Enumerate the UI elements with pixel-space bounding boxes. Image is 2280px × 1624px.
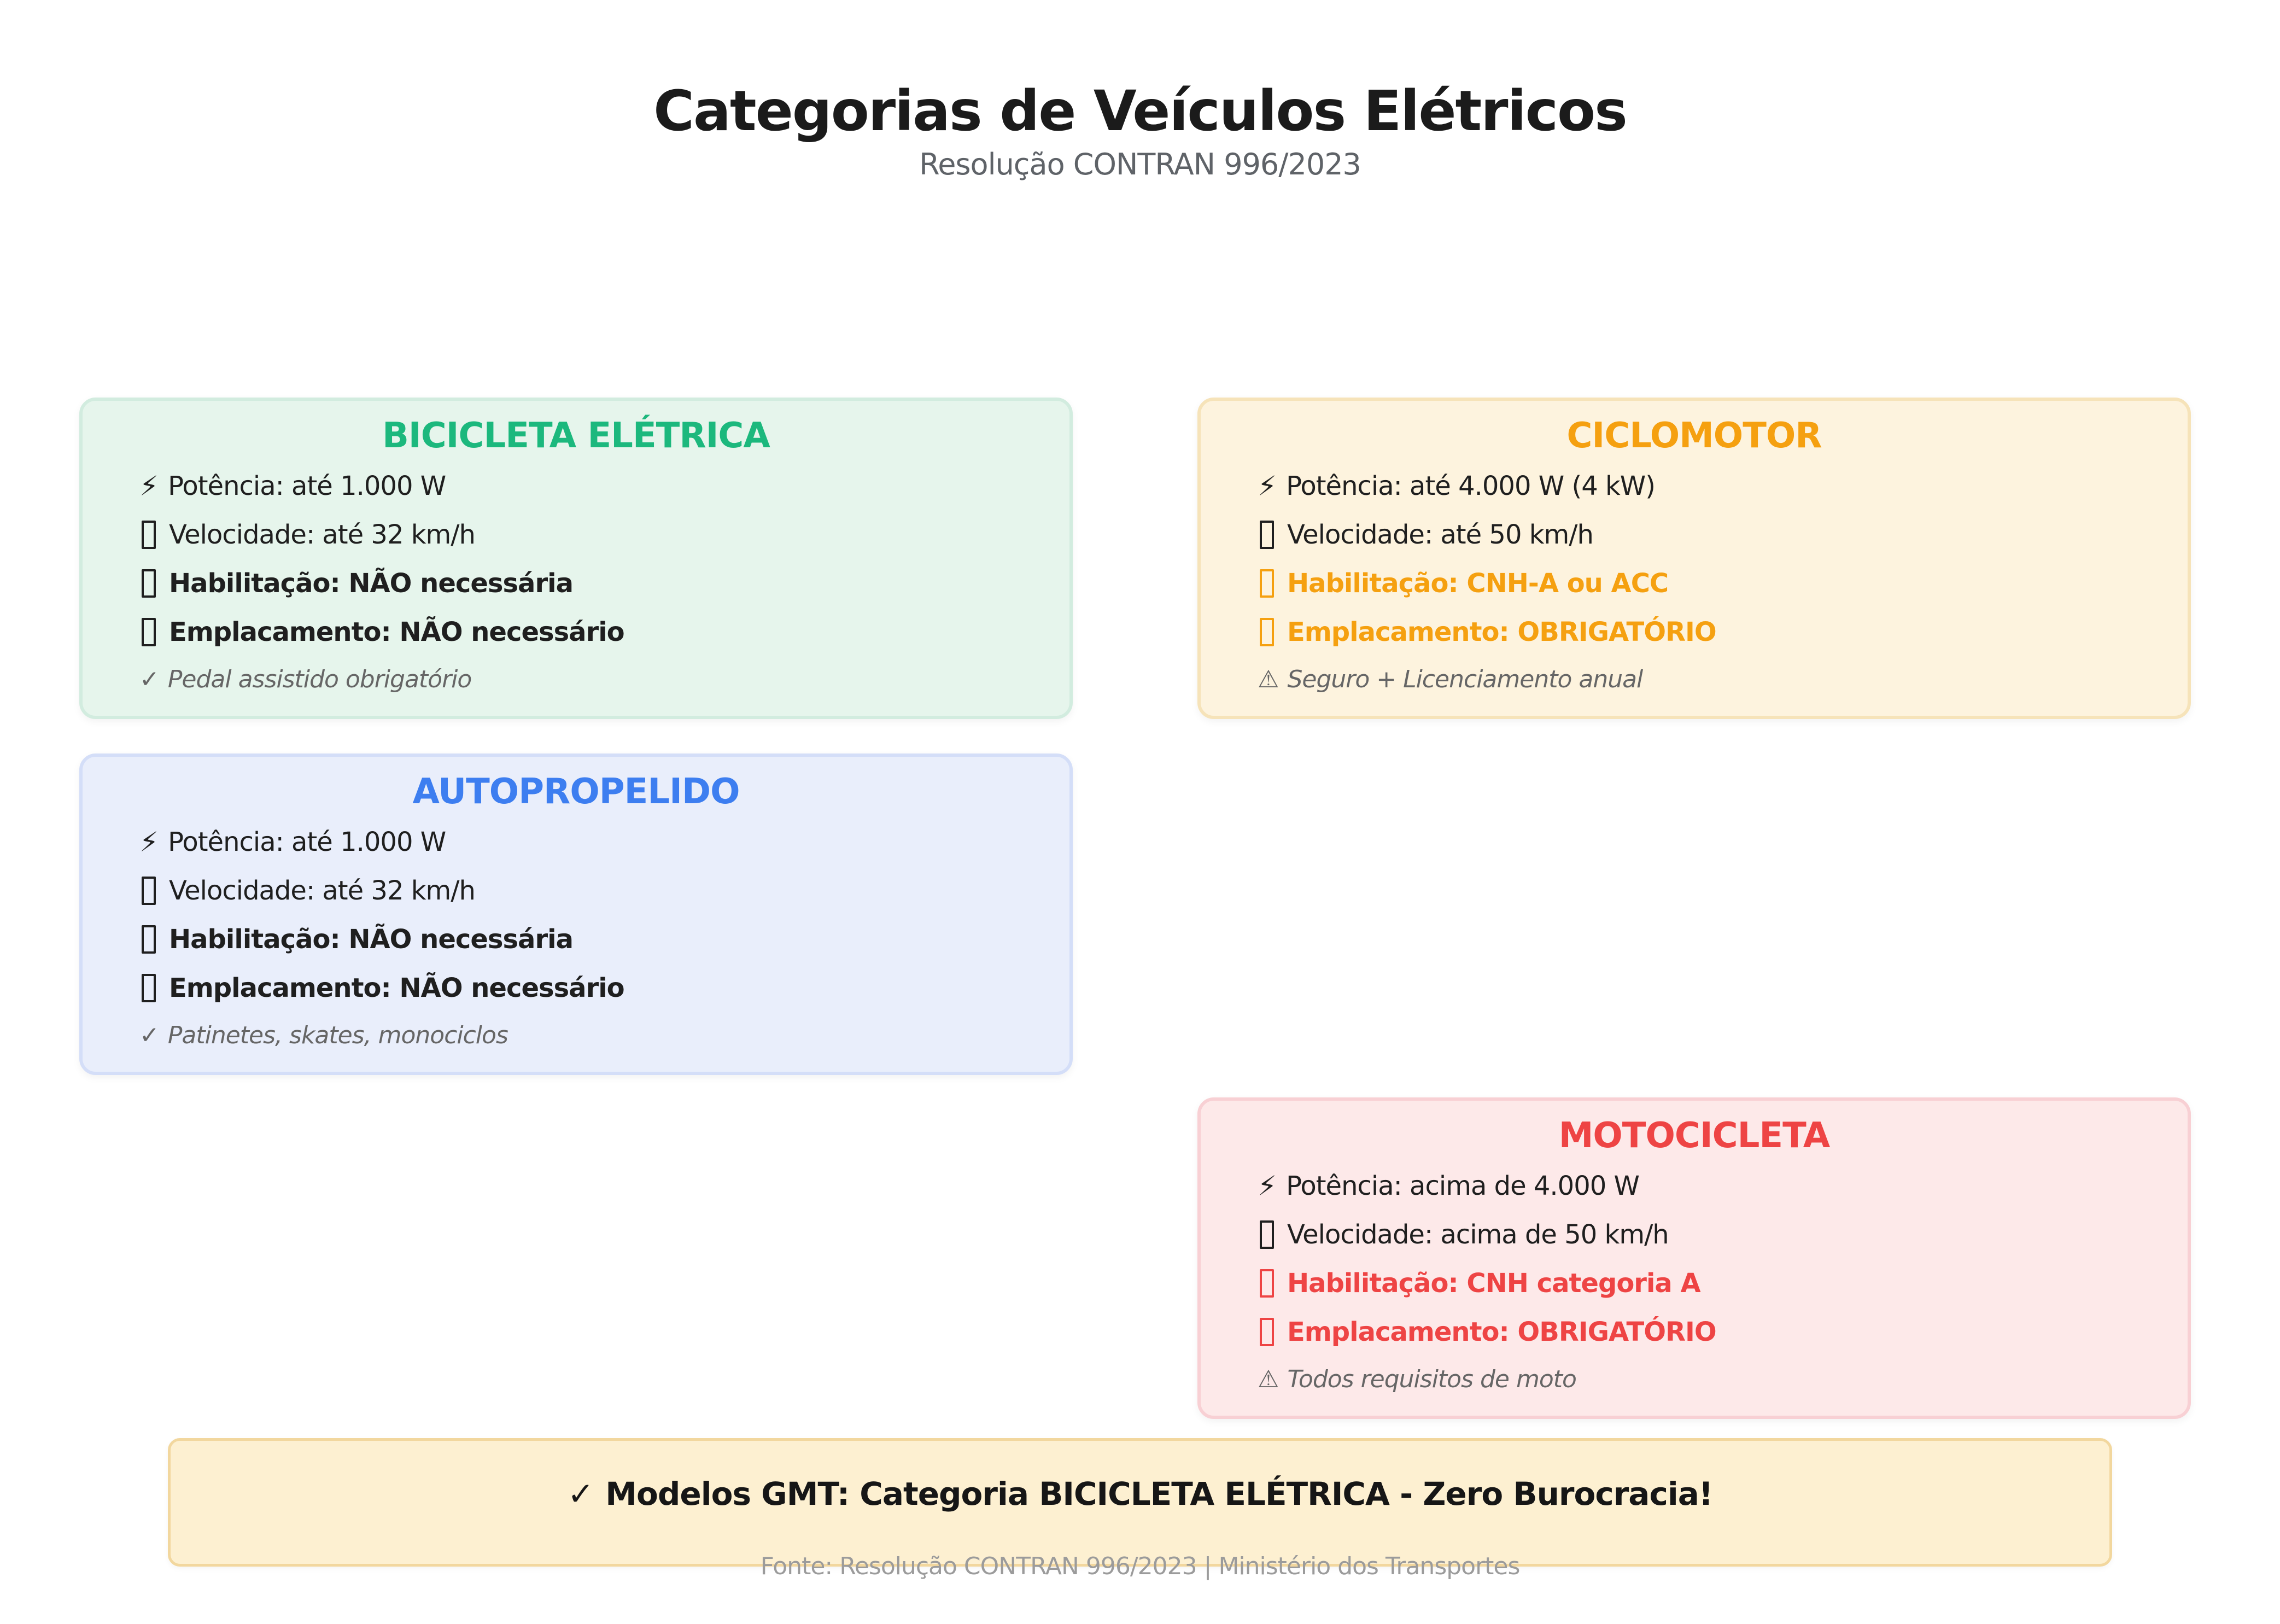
spec-line: [1258, 1364, 2131, 1395]
card-title-bicicleta-eletrica: BICICLETA ELÉTRICA: [382, 416, 770, 456]
category-card-ciclomotor: [1197, 398, 2191, 719]
spec-line: [139, 616, 1013, 649]
missing-glyph-icon: [142, 569, 156, 598]
lightning-icon: ⚡: [139, 470, 159, 502]
spec-line: [139, 972, 1013, 1004]
spec-line: [139, 1020, 1013, 1051]
spec-line: [139, 470, 1013, 503]
category-card-bicicleta-eletrica: [79, 398, 1073, 719]
spec-line-text: Potência: até 1.000 W: [168, 827, 446, 857]
category-card-autopropelido: [79, 753, 1073, 1075]
spec-line: [1258, 1170, 2131, 1202]
spec-line: [1258, 616, 2131, 649]
spec-line: [1258, 518, 2131, 551]
missing-glyph-icon: [1260, 1318, 1274, 1346]
card-title-autopropelido: AUTOPROPELIDO: [412, 772, 740, 812]
spec-line: [1258, 567, 2131, 600]
spec-line-text: Seguro + Licenciamento anual: [1287, 665, 1643, 693]
spec-line-text: Habilitação: CNH categoria A: [1287, 1268, 1700, 1299]
spec-line: [139, 518, 1013, 551]
missing-glyph-icon: [142, 618, 156, 646]
banner-label: Modelos GMT: Categoria BICICLETA ELÉTRICA - Zero Burocracia!: [605, 1475, 1713, 1512]
spec-line-text: Emplacamento: NÃO necessário: [169, 973, 624, 1003]
spec-line: [139, 664, 1013, 695]
spec-line: [1258, 1316, 2131, 1348]
category-card-motocicleta: [1197, 1097, 2191, 1419]
spec-line: [139, 826, 1013, 858]
spec-line: [1258, 1218, 2131, 1251]
check-icon: ✓: [139, 665, 159, 693]
spec-line-text: Emplacamento: OBRIGATÓRIO: [1287, 617, 1716, 647]
banner-text: [171, 1476, 2109, 1512]
spec-line-text: Habilitação: CNH-A ou ACC: [1287, 568, 1669, 599]
check-icon: ✓: [567, 1475, 594, 1512]
spec-line-text: Emplacamento: OBRIGATÓRIO: [1287, 1317, 1716, 1347]
missing-glyph-icon: [1260, 1269, 1274, 1298]
spec-line-text: Potência: até 1.000 W: [168, 471, 446, 501]
spec-line-text: Patinetes, skates, monociclos: [167, 1021, 508, 1049]
spec-line-text: Pedal assistido obrigatório: [167, 665, 472, 693]
missing-glyph-icon: [142, 974, 156, 1002]
spec-line: [1258, 664, 2131, 695]
missing-glyph-icon: [1260, 569, 1274, 598]
card-title-ciclomotor: CICLOMOTOR: [1566, 416, 1822, 456]
missing-glyph-icon: [1260, 1220, 1274, 1249]
spec-line-text: Emplacamento: NÃO necessário: [169, 617, 624, 647]
warning-icon: ⚠: [1258, 1365, 1279, 1393]
lightning-icon: ⚡: [1258, 470, 1277, 502]
spec-line-text: Velocidade: até 32 km/h: [169, 519, 475, 550]
lightning-icon: ⚡: [139, 826, 159, 858]
spec-line: [1258, 470, 2131, 503]
spec-line: [139, 923, 1013, 956]
missing-glyph-icon: [142, 925, 156, 954]
page-subtitle: Resolução CONTRAN 996/2023: [919, 147, 1361, 182]
spec-line: [1258, 1267, 2131, 1300]
spec-line-text: Velocidade: acima de 50 km/h: [1287, 1219, 1669, 1250]
source-footer: Fonte: Resolução CONTRAN 996/2023 | Ministério dos Transportes: [760, 1552, 1520, 1580]
spec-line-text: Potência: até 4.000 W (4 kW): [1286, 471, 1655, 501]
warning-icon: ⚠: [1258, 665, 1279, 693]
missing-glyph-icon: [142, 877, 156, 905]
gmt-banner: [168, 1438, 2112, 1567]
spec-line-text: Todos requisitos de moto: [1287, 1365, 1576, 1393]
spec-line: [139, 567, 1013, 600]
missing-glyph-icon: [1260, 618, 1274, 646]
check-icon: ✓: [139, 1021, 159, 1049]
lightning-icon: ⚡: [1258, 1170, 1277, 1202]
spec-line-text: Potência: acima de 4.000 W: [1286, 1171, 1640, 1201]
spec-line-text: Habilitação: NÃO necessária: [169, 568, 573, 599]
page-title: Categorias de Veículos Elétricos: [653, 79, 1627, 144]
missing-glyph-icon: [142, 521, 156, 549]
spec-line-text: Velocidade: até 50 km/h: [1287, 519, 1593, 550]
missing-glyph-icon: [1260, 521, 1274, 549]
spec-line-text: Velocidade: até 32 km/h: [169, 875, 475, 906]
card-title-motocicleta: MOTOCICLETA: [1558, 1115, 1830, 1156]
spec-line-text: Habilitação: NÃO necessária: [169, 924, 573, 955]
spec-line: [139, 874, 1013, 907]
